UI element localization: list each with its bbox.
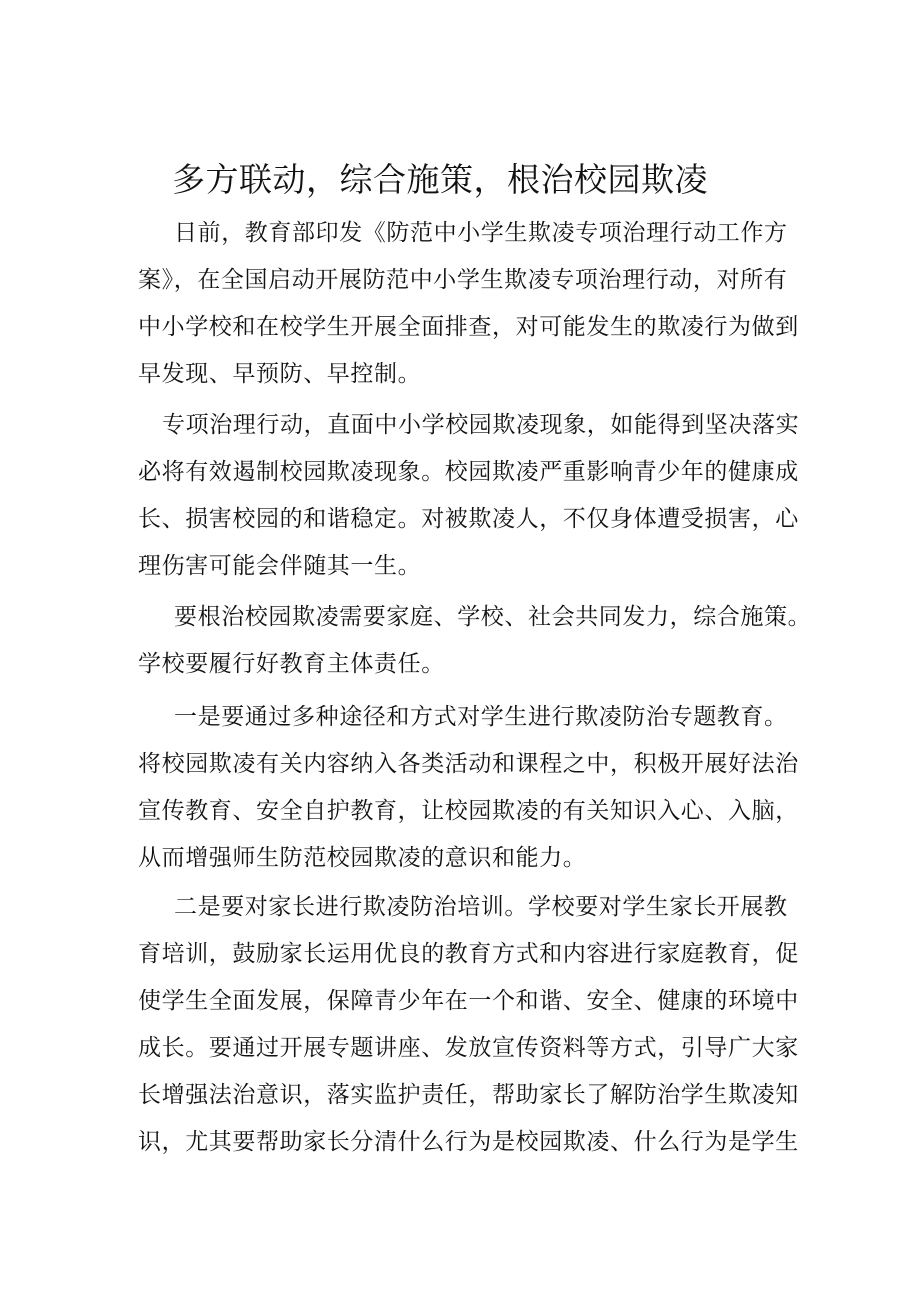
- paragraph-line: 早发现、早预防、早控制。: [138, 361, 422, 387]
- paragraph-line: 案》，在全国启动开展防范中小学生欺凌专项治理行动，对所有: [138, 267, 788, 293]
- paragraph-line: 专项治理行动，直面中小学校园欺凌现象，如能得到坚决落实: [162, 412, 800, 438]
- paragraph-line: 日前，教育部印发《防范中小学生欺凌专项治理行动工作方: [174, 220, 788, 246]
- paragraph-line: 育培训，鼓励家长运用优良的教育方式和内容进行家庭教育，促: [138, 941, 799, 967]
- paragraph-line: 识，尤其要帮助家长分清什么行为是校园欺凌、什么行为是学生: [138, 1129, 799, 1155]
- paragraph-line: 学校要履行好教育主体责任。: [138, 651, 445, 677]
- paragraph-line: 二是要对家长进行欺凌防治培训。学校要对学生家长开展教: [174, 894, 788, 920]
- paragraph-line: 将校园欺凌有关内容纳入各类活动和课程之中，积极开展好法治: [138, 751, 799, 777]
- paragraph-line: 宣传教育、安全自护教育，让校园欺凌的有关知识入心、入脑，: [138, 798, 799, 824]
- paragraph-line: 使学生全面发展，保障青少年在一个和谐、安全、健康的环境中: [138, 988, 799, 1014]
- paragraph-line: 成长。要通过开展专题讲座、发放宣传资料等方式，引导广大家: [138, 1035, 799, 1061]
- paragraph-2: [138, 402, 798, 590]
- paragraph-line: 理伤害可能会伴随其一生。: [138, 553, 422, 579]
- paragraph-line: 必将有效遏制校园欺凌现象。校园欺凌严重影响青少年的健康成: [138, 459, 799, 485]
- document-title: 多方联动，综合施策，根治校园欺凌: [172, 160, 708, 199]
- paragraph-line: 长增强法治意识，落实监护责任，帮助家长了解防治学生欺凌知: [138, 1082, 799, 1108]
- paragraph-1: [138, 210, 798, 398]
- paragraph-3: [138, 594, 812, 688]
- paragraph-line: 要根治校园欺凌需要家庭、学校、社会共同发力，综合施策。: [174, 604, 812, 630]
- paragraph-5: [138, 884, 798, 1166]
- paragraph-4: [138, 694, 798, 882]
- paragraph-line: 长、损害校园的和谐稳定。对被欺凌人，不仅身体遭受损害，心: [138, 506, 799, 532]
- paragraph-line: 一是要通过多种途径和方式对学生进行欺凌防治专题教育。: [174, 704, 788, 730]
- paragraph-line: 从而增强师生防范校园欺凌的意识和能力。: [138, 845, 587, 871]
- paragraph-line: 中小学校和在校学生开展全面排查，对可能发生的欺凌行为做到: [138, 314, 799, 340]
